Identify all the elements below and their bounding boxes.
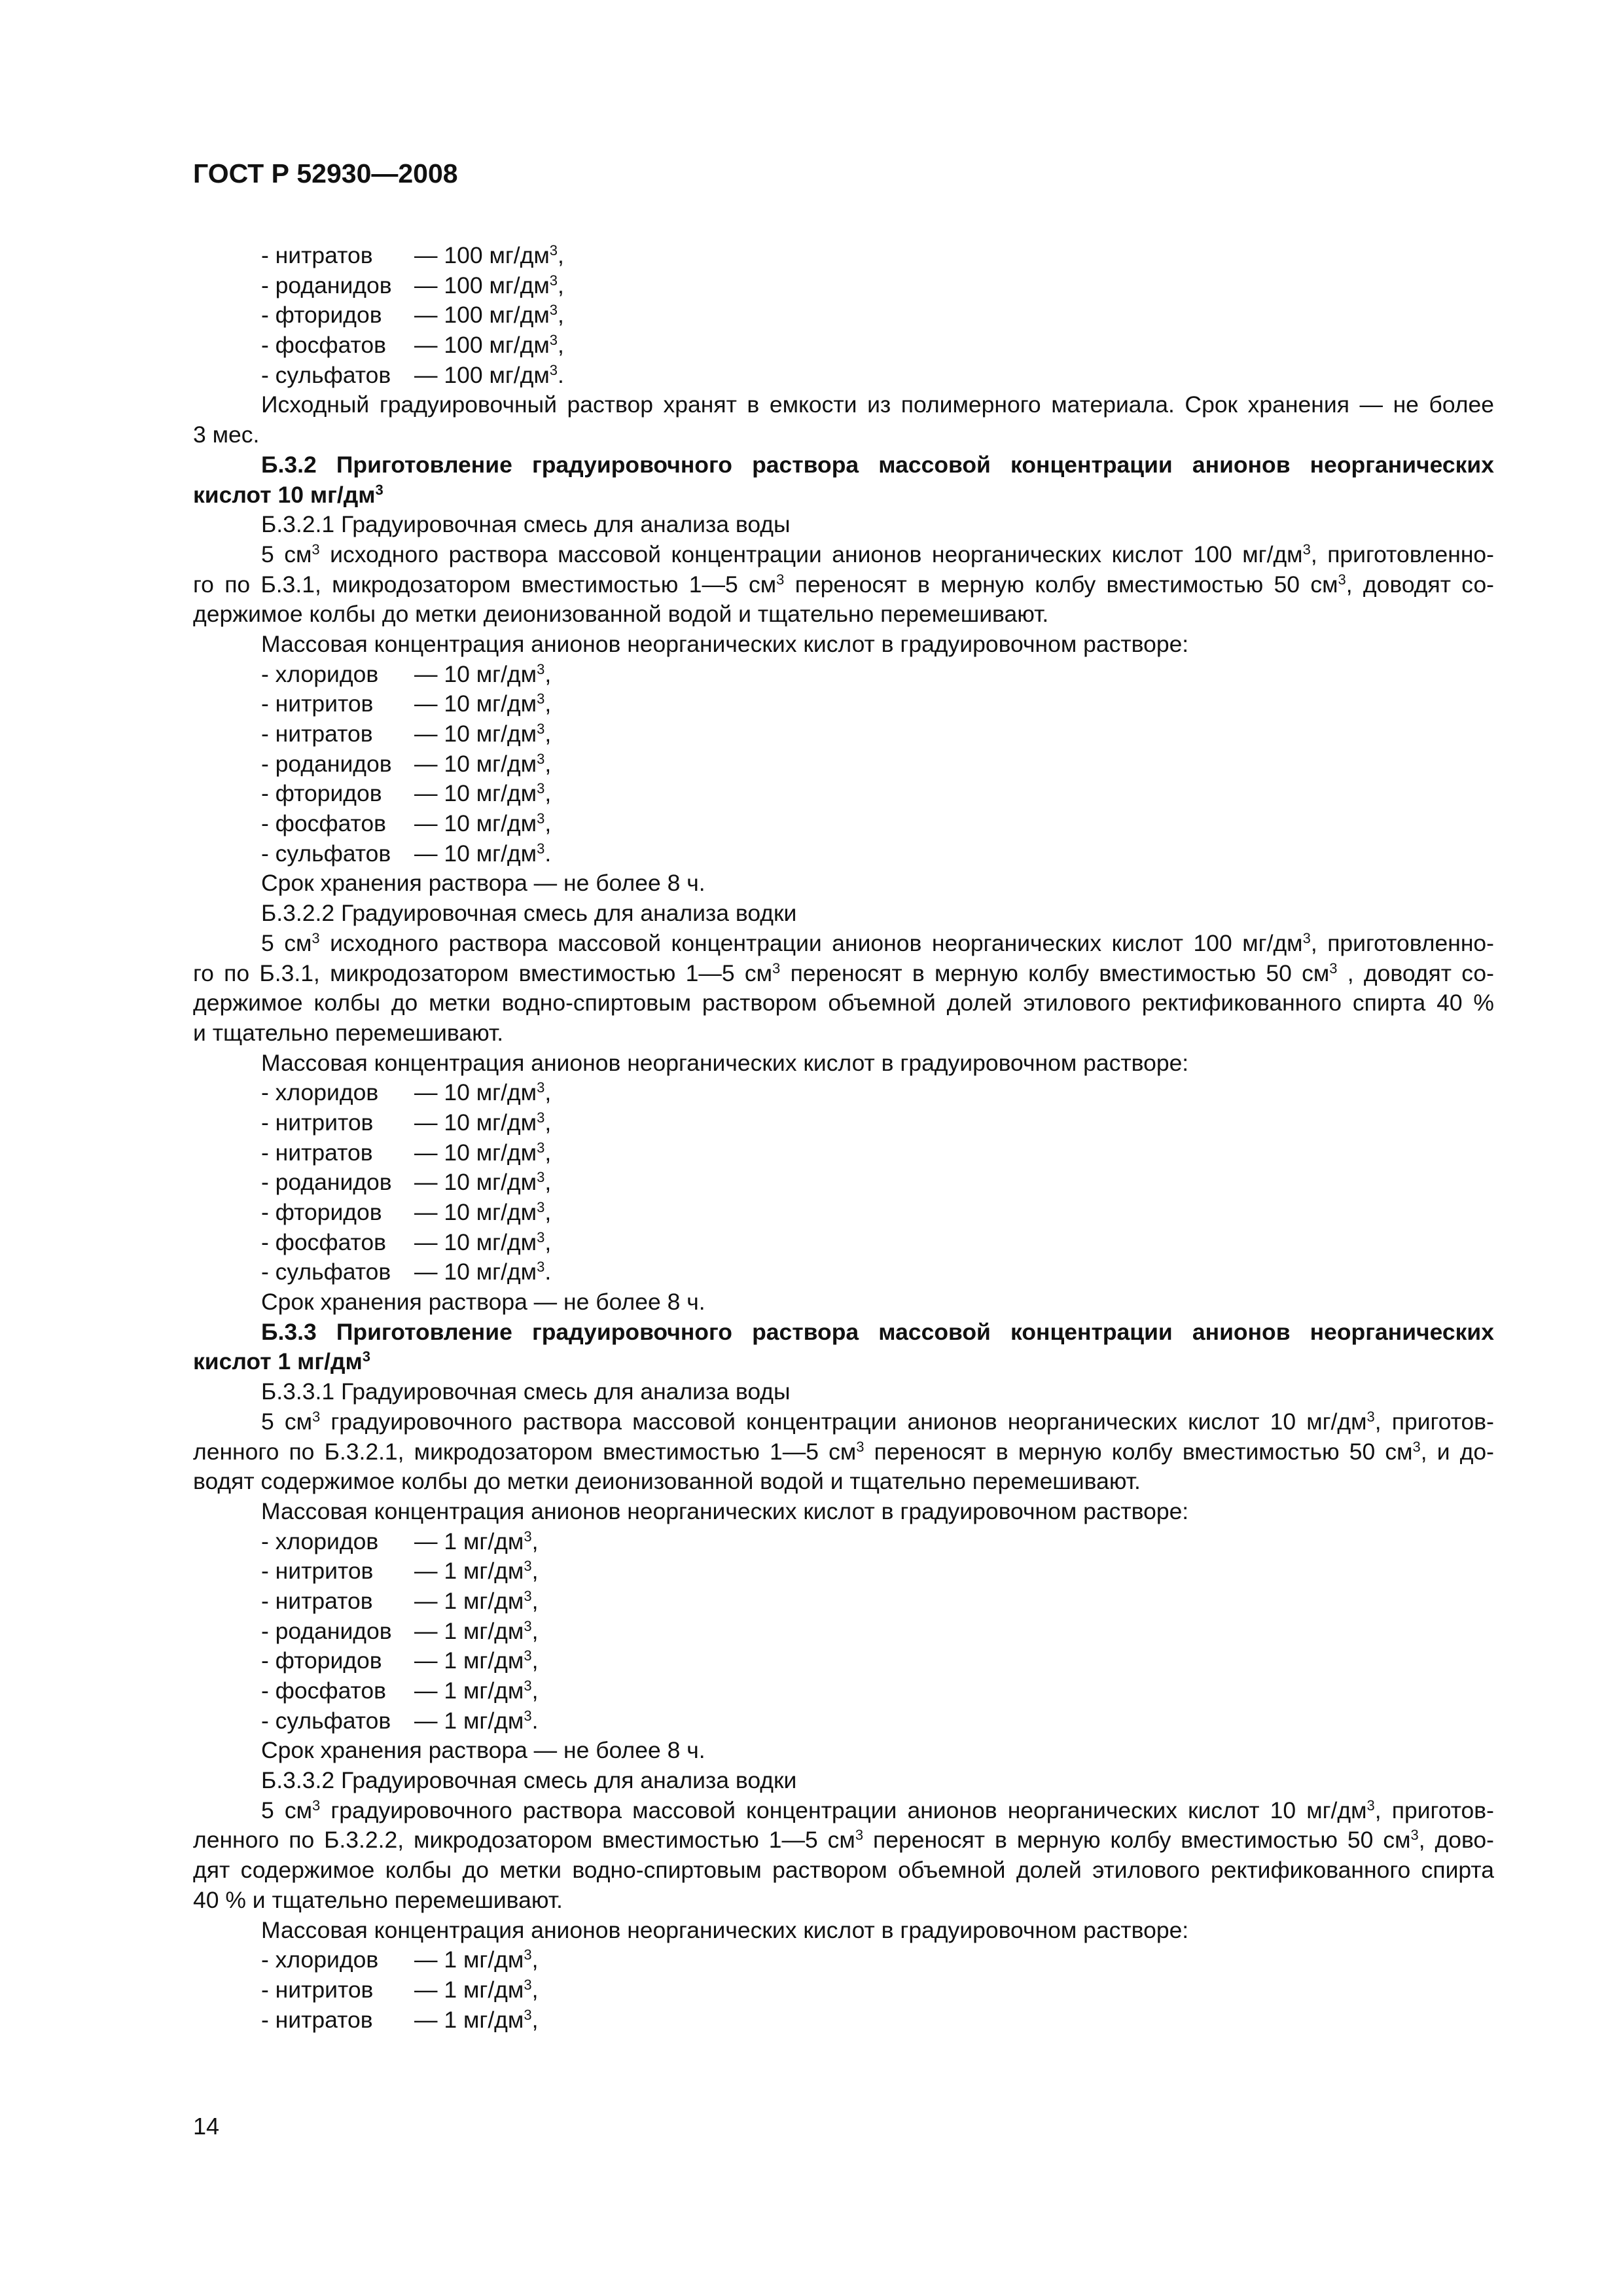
list-item-name: - нитритов (261, 691, 374, 717)
paragraph-line: го по Б.3.1, микродозатором вместимостью 1—5 $см^3$ переносят в мерную колбу вместимостью 50 $см^3$ , доводят со- (193, 960, 1494, 986)
paragraph-line: держимое колбы до метки деионизованной водой и тщательно перемешивают. (193, 601, 1049, 628)
list-item (193, 241, 1494, 271)
list-item-value: — 1 $мг/дм^3$, (414, 1677, 539, 1704)
paragraph-line: 5 $см^3$ исходного раствора массовой концентрации анионов неорганических кислот 100 $мг/дм^3$, приготовленно- (261, 541, 1494, 567)
list-item (193, 809, 1494, 839)
list-item-value: — 10 $мг/дм^3$, (414, 691, 552, 717)
list-item-value: — 10 $мг/дм^3$, (414, 720, 552, 747)
list-item-value: — 10 $мг/дм^3$, (414, 1109, 552, 1136)
list-item (193, 271, 1494, 301)
list-item-name: - фторидов (261, 1647, 382, 1674)
paragraph-line: 3 мес. (193, 422, 260, 448)
paragraph-line: Массовая концентрация анионов неорганических кислот в градуировочном растворе: (261, 630, 1189, 657)
list-item-name: - фосфатов (261, 332, 387, 359)
list-item-name: - фторидов (261, 780, 382, 807)
list-item-name: - нитритов (261, 1109, 374, 1136)
list-item (193, 1168, 1494, 1198)
list-item (193, 1975, 1494, 2005)
page-header: ГОСТ Р 52930—2008 (193, 158, 458, 188)
list-item-name: - хлоридов (261, 660, 379, 687)
paragraph-line: Массовая концентрация анионов неорганических кислот в градуировочном растворе: (261, 1498, 1189, 1524)
list-item-name: - сульфатов (261, 840, 391, 867)
paragraph-line: Массовая концентрация анионов неорганических кислот в градуировочном растворе: (261, 1916, 1189, 1943)
document-body (193, 241, 1494, 2035)
list-item (193, 779, 1494, 809)
list-item-value: — 1 $мг/дм^3$, (414, 1587, 539, 1614)
list-item-name: - фторидов (261, 302, 382, 329)
paragraph-line: и тщательно перемешивают. (193, 1019, 504, 1046)
list-item-name: - роданидов (261, 272, 392, 298)
list-item (193, 1527, 1494, 1557)
paragraph-line: Массовая концентрация анионов неорганических кислот в градуировочном растворе: (261, 1049, 1189, 1076)
list-item-name: - хлоридов (261, 1079, 379, 1106)
list-item (193, 361, 1494, 391)
list-item (193, 1646, 1494, 1676)
paragraph-line: ленного по Б.3.2.2, микродозатором вместимостью 1—5 $см^3$ переносят в мерную колбу вместимостью 50 $см^3$, дово- (193, 1827, 1494, 1854)
list-item-name: - сульфатов (261, 361, 391, 388)
list-item-name: - нитритов (261, 1558, 374, 1585)
list-item (193, 719, 1494, 749)
list-item-value: — 10 $мг/дм^3$, (414, 750, 552, 777)
list-item-value: — 1 $мг/дм^3$, (414, 1946, 539, 1973)
list-item (193, 1228, 1494, 1258)
paragraph-line: Исходный градуировочный раствор хранят в емкости из полимерного материала. Срок хранения — не более (261, 391, 1494, 418)
list-item (193, 1556, 1494, 1587)
paragraph-line: 40 % и тщательно перемешивают. (193, 1886, 563, 1913)
list-item-name: - нитратов (261, 721, 373, 747)
paragraph-line: 5 $см^3$ градуировочного раствора массовой концентрации анионов неорганических кислот 10 $мг/дм^3$, приготов- (261, 1408, 1494, 1435)
list-item-value: — 100 $мг/дм^3$. (414, 361, 564, 388)
list-item-value: — 1 $мг/дм^3$, (414, 1528, 539, 1554)
list-item-name: - хлоридов (261, 1528, 379, 1554)
list-item-name: - роданидов (261, 1169, 392, 1196)
list-item-value: — 10 $мг/дм^3$, (414, 1169, 552, 1196)
list-item-value: — 10 $мг/дм^3$. (414, 840, 552, 867)
paragraph-line: Срок хранения раствора — не более 8 ч. (261, 1289, 705, 1316)
list-item-value: — 10 $мг/дм^3$, (414, 780, 552, 807)
list-item-value: — 100 $мг/дм^3$, (414, 302, 564, 329)
list-item (193, 1108, 1494, 1138)
list-item-value: — 10 $мг/дм^3$, (414, 1079, 552, 1106)
list-item-name: - роданидов (261, 750, 392, 777)
list-item-value: — 10 $мг/дм^3$, (414, 1229, 552, 1255)
section-heading-line: кислот 1 $мг/дм^3$ (193, 1348, 371, 1375)
list-item-name: - хлоридов (261, 1946, 379, 1973)
list-item (193, 1617, 1494, 1647)
list-item-name: - фторидов (261, 1199, 382, 1225)
list-item-value: — 1 $мг/дм^3$, (414, 1617, 539, 1644)
paragraph-line: Б.3.3.2 Градуировочная смесь для анализа водки (261, 1767, 797, 1794)
list-item (193, 1257, 1494, 1287)
list-item (193, 1078, 1494, 1108)
list-item-name: - нитратов (261, 242, 373, 268)
page-number: 14 (193, 2113, 220, 2140)
paragraph-line: Б.3.2.2 Градуировочная смесь для анализа водки (261, 900, 797, 927)
list-item-value: — 1 $мг/дм^3$, (414, 1647, 539, 1674)
list-item-name: - роданидов (261, 1617, 392, 1644)
list-item (193, 2005, 1494, 2036)
list-item-name: - нитратов (261, 1587, 373, 1614)
list-item (193, 1587, 1494, 1617)
list-item-value: — 1 $мг/дм^3$, (414, 2006, 539, 2033)
section-heading-line: Б.3.2 Приготовление градуировочного раствора массовой концентрации анионов неорганических (261, 451, 1494, 478)
paragraph-line: водят содержимое колбы до метки деионизованной водой и тщательно перемешивают. (193, 1468, 1141, 1495)
list-item (193, 1945, 1494, 1975)
section-heading-line: кислот 10 $мг/дм^3$ (193, 481, 383, 508)
list-item-value: — 1 $мг/дм^3$, (414, 1558, 539, 1585)
list-item-value: — 100 $мг/дм^3$, (414, 242, 564, 268)
list-item-value: — 10 $мг/дм^3$, (414, 660, 552, 687)
list-item-value: — 100 $мг/дм^3$, (414, 331, 564, 359)
list-item-name: - нитратов (261, 2006, 373, 2033)
list-item (193, 1198, 1494, 1228)
list-item (193, 300, 1494, 331)
list-item-value: — 1 $мг/дм^3$. (414, 1707, 539, 1734)
paragraph-line: Б.3.3.1 Градуировочная смесь для анализа воды (261, 1378, 791, 1405)
list-item-value: — 10 $мг/дм^3$, (414, 1139, 552, 1166)
paragraph-line: 5 $см^3$ исходного раствора массовой концентрации анионов неорганических кислот 100 $мг/дм^3$, приготовленно- (261, 929, 1494, 956)
list-item (193, 1676, 1494, 1706)
paragraph-line: Срок хранения раствора — не более 8 ч. (261, 870, 705, 897)
paragraph-line: ленного по Б.3.2.1, микродозатором вместимостью 1—5 $см^3$ переносят в мерную колбу вместимостью 50 $см^3$, и до- (193, 1438, 1494, 1465)
list-item (193, 749, 1494, 780)
list-item-name: - нитратов (261, 1139, 373, 1166)
list-item (193, 689, 1494, 719)
paragraph-line: го по Б.3.1, микродозатором вместимостью 1—5 $см^3$ переносят в мерную колбу вместимостью 50 $см^3$, доводят со- (193, 571, 1495, 598)
list-item-value: — 100 $мг/дм^3$, (414, 272, 564, 298)
list-item (193, 839, 1494, 869)
list-item (193, 660, 1494, 690)
list-item-value: — 10 $мг/дм^3$. (414, 1259, 552, 1285)
list-item-value: — 1 $мг/дм^3$, (414, 1976, 539, 2003)
list-item-name: - сульфатов (261, 1707, 391, 1734)
paragraph-line: дят содержимое колбы до метки водно-спиртовым раствором объемной долей этилового ректификованного спирта (193, 1857, 1494, 1884)
section-heading-line: Б.3.3 Приготовление градуировочного раствора массовой концентрации анионов неорганических (261, 1318, 1494, 1345)
list-item (193, 331, 1494, 361)
list-item-name: - фосфатов (261, 1229, 387, 1255)
list-item-name: - фосфатов (261, 810, 387, 837)
list-item-value: — 10 $мг/дм^3$, (414, 1198, 552, 1225)
list-item (193, 1706, 1494, 1736)
list-item-name: - нитритов (261, 1976, 374, 2003)
list-item-name: - фосфатов (261, 1677, 387, 1704)
paragraph-line: Б.3.2.1 Градуировочная смесь для анализа воды (261, 511, 791, 538)
list-item-value: — 10 $мг/дм^3$, (414, 810, 552, 837)
list-item (193, 1138, 1494, 1168)
paragraph-line: держимое колбы до метки водно-спиртовым раствором объемной долей этилового ректификованного спирта 40 % (193, 990, 1494, 1016)
paragraph-line: 5 $см^3$ градуировочного раствора массовой концентрации анионов неорганических кислот 10 $мг/дм^3$, приготов- (261, 1797, 1494, 1823)
paragraph-line: Срок хранения раствора — не более 8 ч. (261, 1737, 705, 1764)
list-item-name: - сульфатов (261, 1259, 391, 1285)
